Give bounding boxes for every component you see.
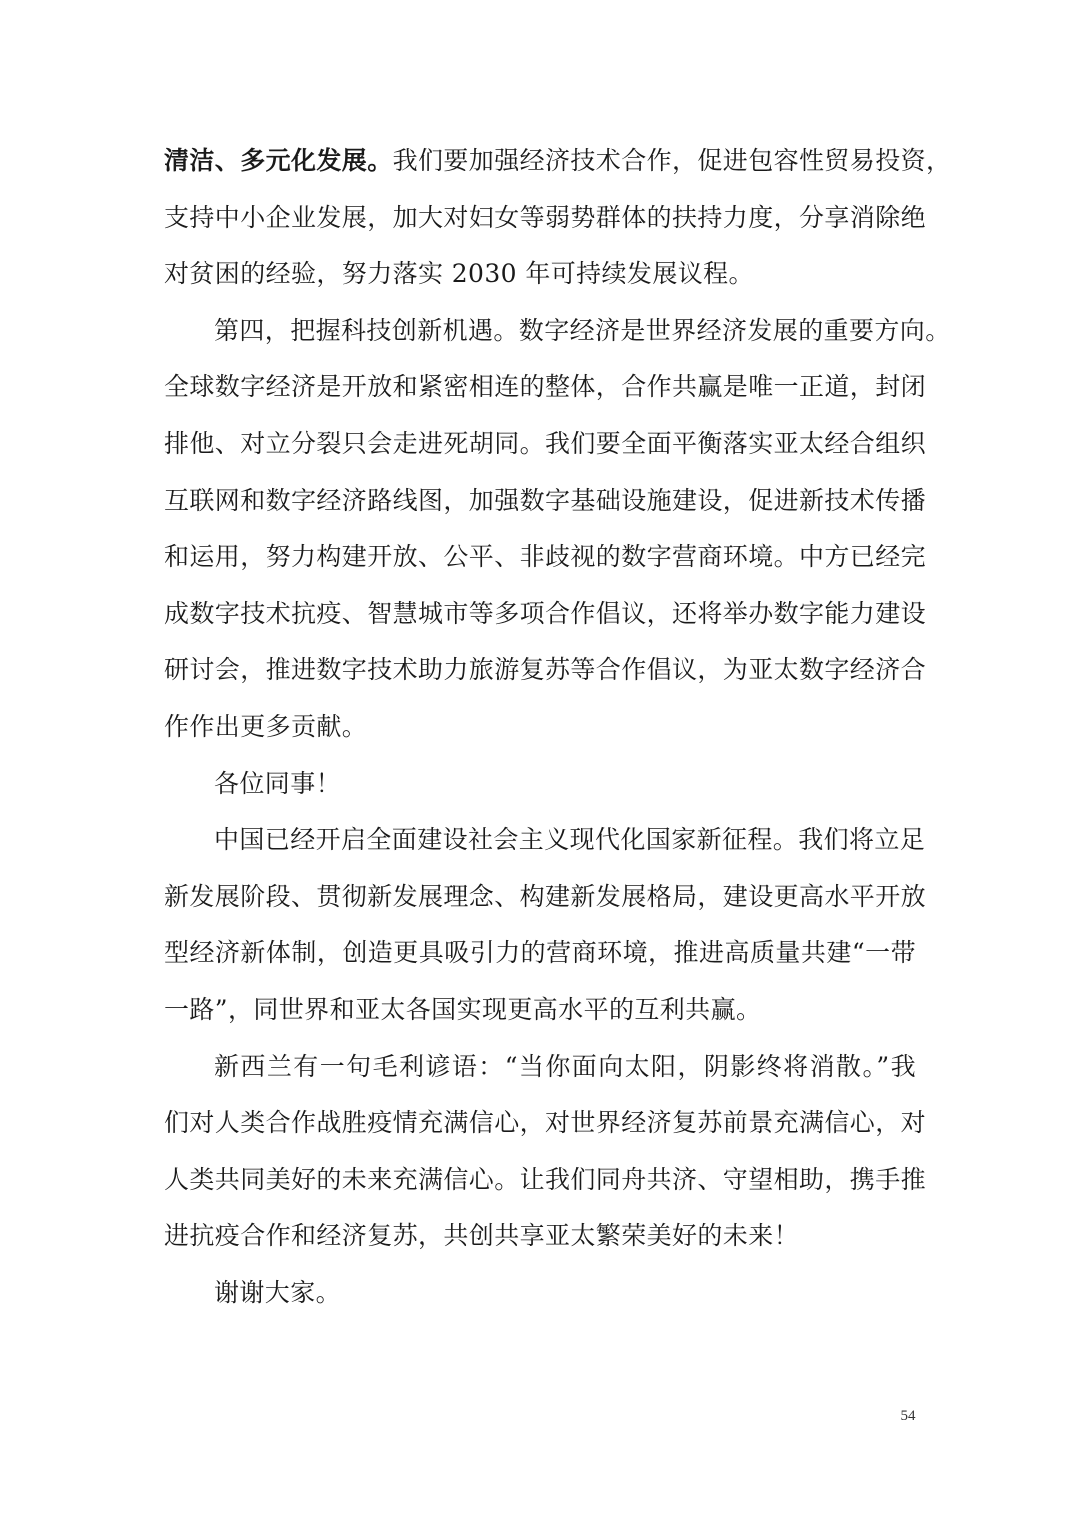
paragraph	[164, 1039, 927, 1265]
paragraph	[164, 812, 927, 1038]
text-line: 进抗疫合作和经济复苏，共创共享亚太繁荣美好的未来！	[164, 1221, 800, 1251]
text-line: 作作出更多贡献。	[164, 711, 368, 741]
bold-heading-text: 清洁、多元化发展。	[164, 146, 393, 175]
paragraph	[164, 756, 916, 813]
text-line: 新发展阶段、贯彻新发展理念、构建新发展格局，建设更高水平开放	[164, 881, 927, 911]
text-line: 互联网和数字经济路线图，加强数字基础设施建设，促进新技术传播	[164, 485, 927, 515]
paragraph	[164, 303, 951, 756]
text-line: 各位同事！	[214, 768, 342, 798]
text-line: 全球数字经济是开放和紧密相连的整体，合作共赢是唯一正道，封闭	[164, 372, 927, 402]
text-line: 中国已经开启全面建设社会主义现代化国家新征程。我们将立足	[214, 825, 926, 855]
paragraph	[164, 1265, 916, 1322]
text-line: 排他、对立分裂只会走进死胡同。我们要全面平衡落实亚太经合组织	[164, 428, 927, 458]
text-line: 们对人类合作战胜疫情充满信心，对世界经济复苏前景充满信心，对	[164, 1108, 927, 1138]
text-line: 新西兰有一句毛利谚语：“当你面向太阳，阴影终将消散。”我	[214, 1051, 916, 1081]
text-line: 型经济新体制，创造更具吸引力的营商环境，推进高质量共建“一带	[164, 938, 916, 968]
text-line: 成数字技术抗疫、智慧城市等多项合作倡议，还将举办数字能力建设	[164, 598, 927, 628]
line-text: 我们要加强经济技术合作，促进包容性贸易投资，	[392, 146, 952, 175]
text-line	[164, 133, 952, 190]
text-line: 支持中小企业发展，加大对妇女等弱势群体的扶持力度，分享消除绝	[164, 202, 927, 232]
text-line: 一路”，同世界和亚太各国实现更高水平的互利共赢。	[164, 994, 762, 1024]
text-line: 人类共同美好的未来充满信心。让我们同舟共济、守望相助，携手推	[164, 1164, 927, 1194]
document-body	[164, 133, 952, 1321]
text-line: 第四，把握科技创新机遇。数字经济是世界经济发展的重要方向。	[214, 315, 951, 345]
text-line: 谢谢大家。	[214, 1277, 342, 1307]
page-number: 54	[900, 1408, 916, 1424]
text-line: 和运用，努力构建开放、公平、非歧视的数字营商环境。中方已经完	[164, 542, 927, 572]
text-line: 研讨会，推进数字技术助力旅游复苏等合作倡议，为亚太数字经济合	[164, 655, 927, 685]
paragraph	[164, 133, 952, 303]
text-line: 对贫困的经验，努力落实 2030 年可持续发展议程。	[164, 259, 754, 289]
